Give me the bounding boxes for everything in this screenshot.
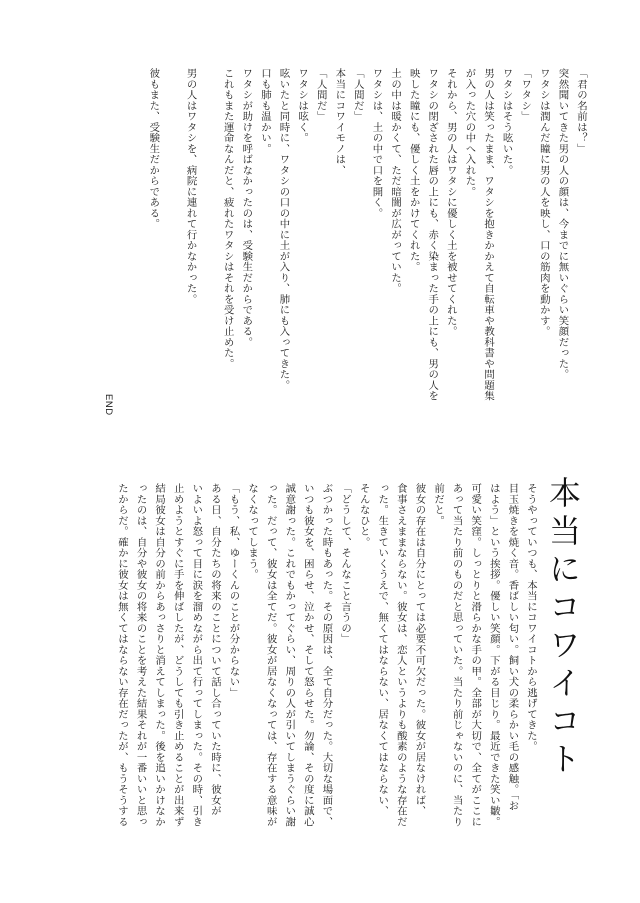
text-line: 口も肺も温かい。	[258, 68, 271, 154]
text-line: 結局彼女は自分の前からあっさりと消えてしまった。後を追いかけなか	[153, 483, 166, 827]
text-line: これもまた運命なんだと、疲れたワタシはそれを受け止めた。	[221, 68, 234, 369]
text-line: そうやっていつも、本当にコワイコトから逃げてきた。	[525, 483, 537, 752]
story-title: 本当にコワイコト	[544, 476, 582, 780]
text-line	[162, 68, 181, 428]
text-line: ったのは、自分や彼女の将来のことを考えた結果それが一番いいと思っ	[134, 483, 147, 827]
text-line: なくなってしまう。	[246, 483, 259, 580]
text-line: ワタシはそう呟いた。	[500, 68, 513, 176]
text-line: ぶつかった時もあった。その原因は、全て自分だった。大切な場面で、	[320, 483, 333, 827]
text-line: いよいよ怒って目に涙を溜めながら出て行ってしまった。その時、引き	[190, 483, 203, 827]
story-opening-text	[112, 483, 540, 853]
text-line: ある日、自分たちの将来のことについて話し合っていた時に、彼女が	[208, 483, 221, 817]
text-line: はよう」という挨拶。優しい笑顔。下がる目じり。最近できた笑い皺。	[487, 483, 500, 827]
text-line: 「ワタシ」	[519, 68, 532, 122]
text-line: 「君の名前は？」	[575, 68, 587, 154]
text-line: ワタシは潤んだ瞳に男の人を映し、口の筋肉を動かす。	[537, 68, 550, 337]
text-line: たからだ。確かに彼女は無くてはならない存在だったが、もうそうする	[115, 483, 128, 827]
text-line: 彼もまた、受験生だからである。	[147, 68, 160, 230]
text-line: 「どうして、そんなこと言うの」	[339, 483, 352, 645]
text-line: ワタシが助けを呼ばなかったのは、受験生だからである。	[240, 68, 253, 348]
text-line: ワタシの閉ざされた唇の上にも、赤く染まった手の上にも、男の人を	[426, 68, 439, 402]
text-line: ワタシは、土の中で口を開く。	[370, 68, 383, 219]
text-line: 「もう、私、ゆーくんのことが分からない」	[227, 483, 240, 698]
text-line: った。生きていくうえで、無くてはならない、居なくてはならない、	[376, 483, 389, 817]
text-line: そんなひと。	[357, 483, 370, 548]
text-line: 彼女の存在は自分にとっては必要不可欠だった。彼女が居なければ、	[413, 483, 426, 817]
text-line: 食事さえままならない。彼女は、恋人というよりも酸素のような存在だ	[394, 483, 407, 827]
text-line: 映した瞳にも、優しく土をかけてくれた。	[407, 68, 420, 273]
text-line: 「人間だ」	[351, 68, 364, 122]
text-line: 本当にコワイモノは、	[333, 68, 346, 176]
text-line: 「人間だ」	[314, 68, 327, 122]
text-line: 突然聞いてきた男の人の顔は、今までに無いぐらい笑顔だった。	[556, 68, 569, 380]
text-line: 目玉焼きを焼く音。香ばしい匂い。飼い犬の柔らかい毛の感触。「お	[506, 483, 519, 812]
text-line: ワタシは呟く。	[296, 68, 309, 144]
text-line: それから、男の人はワタシに優しく土を被せてくれた。	[444, 68, 457, 337]
text-line: 誠意謝った。これでもかってぐらい、周りの人が引いてしまうぐらい謝	[283, 483, 296, 827]
text-line: 可愛い笑窪。しっとりと滑らかな手の甲。全部が大切で、全てがここに	[469, 483, 482, 827]
text-line: った。だって、彼女は全てだ。彼女が居なくなっては、存在する意味が	[264, 483, 277, 827]
text-line: 呟いたと同時に、ワタシの口の中に土が入り、肺にも入ってきた。	[277, 68, 290, 391]
text-line: あって当たり前のものだと思っていた。当たり前じゃないのに、当たり	[450, 483, 463, 827]
text-line: が入った穴の中へ入れた。	[463, 68, 476, 197]
text-line: 男の人はワタシを、病院に連れて行かなかった。	[184, 68, 197, 305]
story-ending-text	[144, 68, 590, 428]
end-mark: END	[103, 394, 114, 416]
text-line	[200, 68, 219, 428]
text-line: 前だと。	[432, 483, 445, 526]
text-line: 止めようとすぐに手を伸ばしたが、どうしても引き止めることが出来ず	[171, 483, 184, 827]
text-line: 土の中は暖かくて、ただ暗闇が広がっていた。	[389, 68, 402, 294]
text-line: 男の人は笑ったまま、ワタシを抱きかかえて自転車や教科書や問題集	[482, 68, 495, 402]
text-line: いつも彼女を、困らせ、泣かせ、そして怒らせた。勿論、その度に誠心	[301, 483, 314, 827]
